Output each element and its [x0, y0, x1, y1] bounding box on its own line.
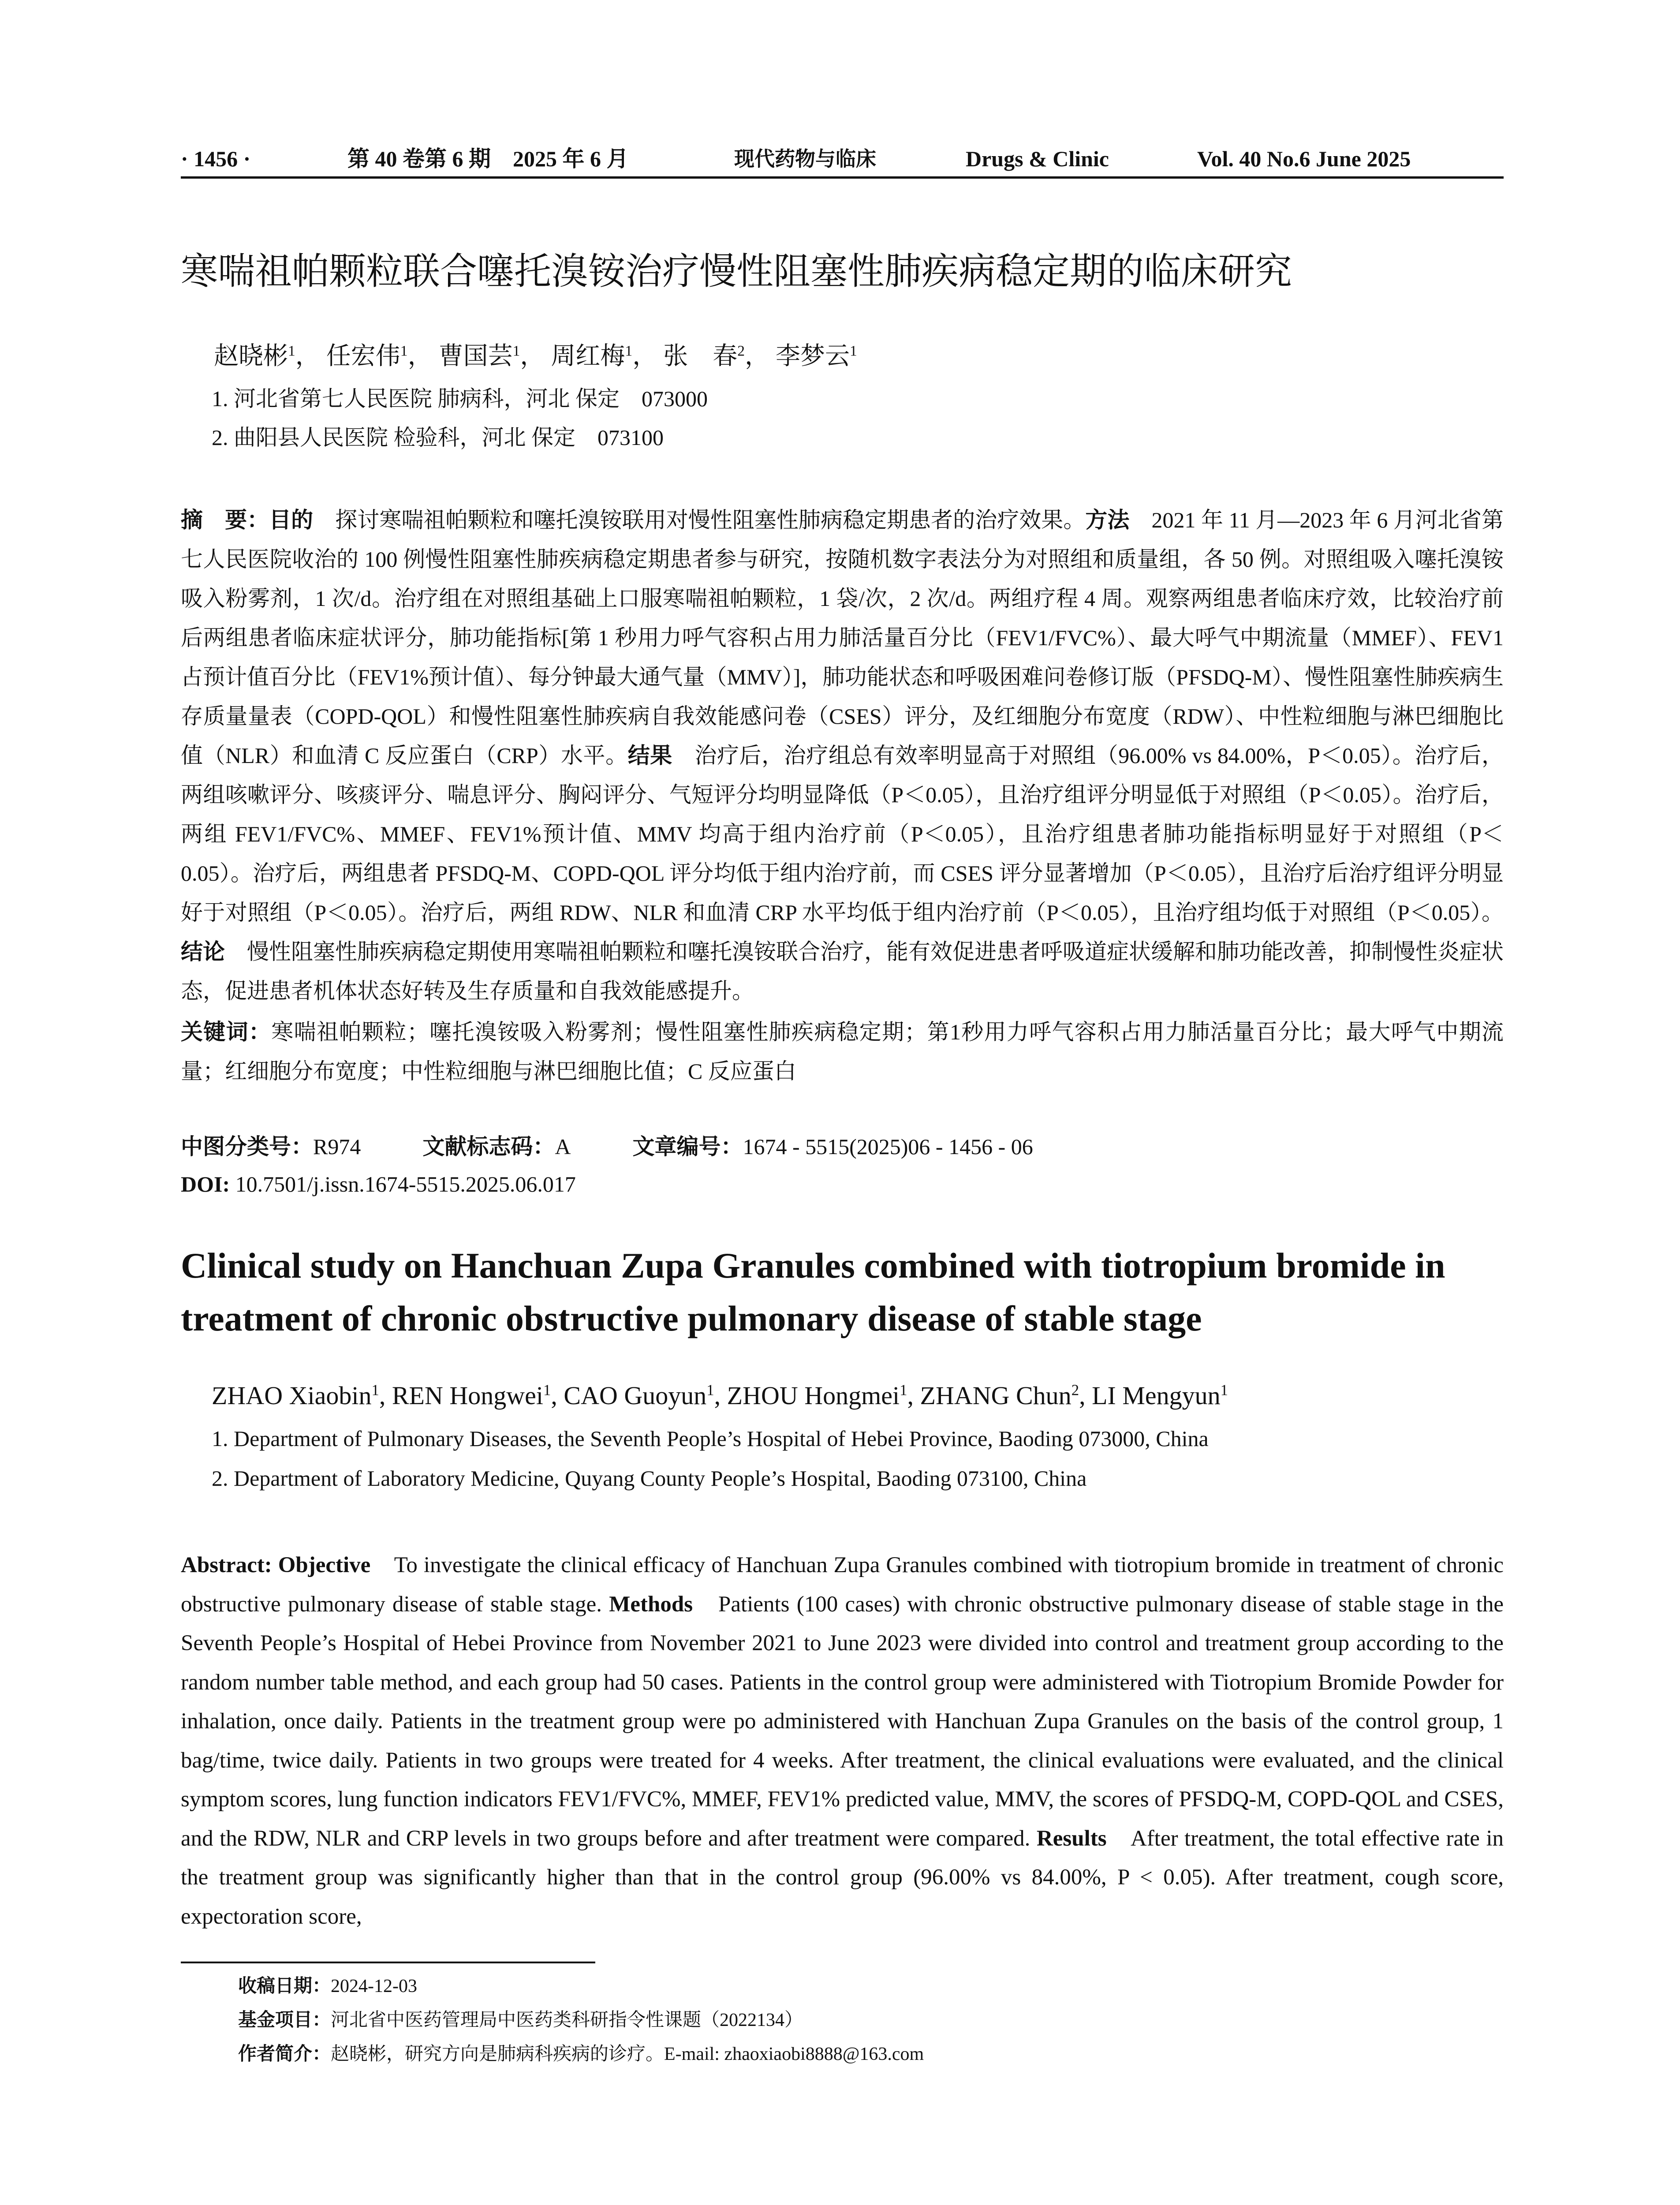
- objective-label: 目的: [269, 507, 314, 533]
- author-name: , LI Mengyun: [1079, 1381, 1221, 1410]
- keywords-label: 关键词：: [181, 1019, 272, 1045]
- author-affil-mark: 1: [400, 343, 408, 359]
- title-cn: 寒喘祖帕颗粒联合噻托溴铵治疗慢性阻塞性肺疾病稳定期的临床研究: [181, 250, 1292, 293]
- author-affil-mark: 1: [512, 343, 520, 359]
- objective-en-text: To investigate the clinical efficacy of Hanchuan Zupa Granules combined with tiotropium bromide in treatment of chronic obstructive pulmonary disease of stable stage.: [181, 1553, 1504, 1617]
- authors-en: [212, 1376, 1228, 1416]
- methods-en-text: Patients (100 cases) with chronic obstructive pulmonary disease of stable stage in the Seventh People’s Hospital of Hebei Province from November 2021 to June 2023 were divided into control and treatment group according to the random number table method, and each group had 50 cases. Patients in the control group were administered with Tiotropium Bromide Powder for inhalation, once daily. Patients in the treatment group were po administered with Hanchuan Zupa Granules on the basis of the control group, 1 bag/time, twice daily. Patients in two groups were treated for 4 weeks. After treatment, the clinical evaluations were evaluated, and the clinical symptom scores, lung function indicators FEV1/FVC%, MMEF, FEV1% predicted value, MMV, the scores of PFSDQ-M, COPD-QOL and CSES, and the RDW, NLR and CRP levels in two groups before and after treatment were compared.: [181, 1592, 1504, 1851]
- author-affil-mark: 1: [900, 1381, 907, 1399]
- methods-text: 2021 年 11 月—2023 年 6 月河北省第七人民医院收治的 100 例慢性阻塞性肺疾病稳定期患者参与研究，按随机数字表法分为对照组和质量组，各 50 例。对照组吸入噻托溴铵吸入粉雾剂，1 次/d。治疗组在对照组基础上口服寒喘祖帕颗粒，1 袋/次，2 次/d。两组疗程 4 周。观察两组患者临床疗效，比较治疗前后两组患者临床症状评分，肺功能指标[第 1 秒用力呼气容积占用力肺活量百分比（FEV1/FVC%）、最大呼气中期流量（MMEF）、FEV1 占预计值百分比（FEV1%预计值）、每分钟最大通气量（MMV）]，肺功能状态和呼吸困难问卷修订版（PFSDQ-M）、慢性阻塞性肺疾病生存质量量表（COPD-QOL）和慢性阻塞性肺疾病自我效能感问卷（CSES）评分，及红细胞分布宽度（RDW）、中性粒细胞与淋巴细胞比值（NLR）和血清 C 反应蛋白（CRP）水平。: [181, 508, 1504, 768]
- running-header: [181, 141, 1504, 176]
- fund-text: 河北省中医药管理局中医药类科研指令性课题（2022134）: [331, 2010, 803, 2030]
- methods-en-label: Methods: [609, 1592, 693, 1617]
- page-number: · 1456 ·: [181, 146, 251, 171]
- journal-name-en: Drugs & Clinic: [966, 146, 1109, 171]
- affiliation-cn-2: 2. 曲阳县人民医院 检验科，河北 保定 073100: [212, 425, 664, 450]
- author-affil-mark: 1: [371, 1381, 379, 1399]
- keywords-text: 寒喘祖帕颗粒；噻托溴铵吸入粉雾剂；慢性阻塞性肺疾病稳定期；第1秒用力呼气容积占用力肺活量百分比；最大呼气中期流量；红细胞分布宽度；中性粒细胞与淋巴细胞比值；C 反应蛋白: [181, 1020, 1504, 1084]
- classification-line: [181, 1129, 1033, 1164]
- footnote-author: [238, 2038, 924, 2070]
- abstract-label: 摘 要：: [181, 507, 269, 533]
- results-en-label: Results: [1036, 1826, 1107, 1851]
- abstract-cn: [181, 501, 1504, 1091]
- issue-en: Vol. 40 No.6 June 2025: [1197, 146, 1411, 171]
- doc-code-label: 文献标志码：: [422, 1134, 555, 1159]
- author-name: 赵晓彬: [214, 343, 288, 370]
- author-name: , REN Hongwei: [379, 1381, 543, 1410]
- abstract-en-label: Abstract: Objective: [181, 1553, 371, 1577]
- clc-value: R974: [313, 1134, 361, 1159]
- article-no-value: 1674 - 5515(2025)06 - 1456 - 06: [743, 1134, 1033, 1159]
- author-name: 曹国芸: [438, 343, 513, 370]
- conclusion-text: 慢性阻塞性肺疾病稳定期使用寒喘祖帕颗粒和噻托溴铵联合治疗，能有效促进患者呼吸道症状缓解和肺功能改善，抑制慢性炎症状态，促进患者机体状态好转及生存质量和自我效能感提升。: [181, 939, 1504, 1003]
- conclusion-label: 结论: [181, 939, 225, 964]
- article-no-label: 文章编号：: [632, 1134, 743, 1159]
- footnote-fund: [238, 2004, 803, 2036]
- author-affil-mark: 1: [543, 1381, 551, 1399]
- clc-label: 中图分类号：: [181, 1134, 313, 1159]
- author-name: 李梦云: [775, 343, 850, 370]
- doi-label: DOI:: [181, 1172, 230, 1196]
- title-en: Clinical study on Hanchuan Zupa Granules combined with tiotropium bromide in treatment of chronic obstructive pulmonary disease of stable stage: [181, 1245, 1445, 1338]
- author-affil-mark: 2: [1071, 1381, 1079, 1399]
- author-affil-mark: 2: [737, 343, 745, 359]
- header-rule: [181, 176, 1504, 179]
- abstract-en: [181, 1546, 1504, 1936]
- doc-code-value: A: [555, 1134, 571, 1159]
- fund-label: 基金项目：: [238, 2009, 331, 2030]
- author-name: 周红梅: [551, 343, 625, 370]
- doi-line: [181, 1166, 576, 1202]
- results-text: 治疗后，治疗组总有效率明显高于对照组（96.00% vs 84.00%，P＜0.05）。治疗后，两组咳嗽评分、咳痰评分、喘息评分、胸闷评分、气短评分均明显降低（P＜0.05），且治疗组评分明显低于对照组（P＜0.05）。治疗后，两组 FEV1/FVC%、MMEF、FEV1%预计值、MMV 均高于组内治疗前（P＜0.05），且治疗组患者肺功能指标明显好于对照组（P＜0.05）。治疗后，两组患者 PFSDQ-M、COPD-QOL 评分均低于组内治疗前，而 CSES 评分显著增加（P＜0.05），且治疗后治疗组评分明显好于对照组（P＜0.05）。治疗后，两组 RDW、NLR 和血清 CRP 水平均低于组内治疗前（P＜0.05），且治疗组均低于对照组（P＜0.05）。: [181, 743, 1504, 925]
- footnote-rule: [181, 1962, 595, 1963]
- author-affil-mark: 1: [1220, 1381, 1228, 1399]
- issue-cn: 第 40 卷第 6 期 2025 年 6 月: [347, 146, 629, 171]
- authors-cn: 赵晓彬$^1$， 任宏伟$^1$， 曹国芸$^1$， 周红梅$^1$， 张 春$^2$， 李梦云$^1$: [214, 343, 857, 370]
- affiliation-en-2: 2. Department of Laboratory Medicine, Quyang County People’s Hospital, Baoding 073100, China: [212, 1466, 1087, 1491]
- results-label: 结果: [627, 743, 672, 768]
- author-bio-label: 作者简介：: [238, 2043, 331, 2064]
- methods-label: 方法: [1085, 507, 1130, 533]
- author-name: , CAO Guoyun: [551, 1381, 707, 1410]
- author-name: ZHAO Xiaobin: [212, 1381, 372, 1410]
- results-en-text: After treatment, the total effective rate in the treatment group was significantly higher than that in the control group (96.00% vs 84.00%, P < 0.05). After treatment, cough score, expectoration score,: [181, 1826, 1504, 1929]
- journal-name-cn: 现代药物与临床: [734, 147, 876, 171]
- footnote-received: [238, 1970, 417, 2002]
- author-affil-mark: 1: [849, 343, 857, 359]
- received-date: 2024-12-03: [331, 1976, 417, 1996]
- affiliation-cn-1: 1. 河北省第七人民医院 肺病科，河北 保定 073000: [212, 386, 708, 411]
- author-bio-text: 赵晓彬，研究方向是肺病科疾病的诊疗。E-mail: zhaoxiaobi8888@163.com: [331, 2044, 924, 2064]
- author-name: 张 春: [663, 343, 738, 370]
- received-label: 收稿日期：: [238, 1975, 331, 1996]
- author-name: , ZHANG Chun: [907, 1381, 1071, 1410]
- author-affil-mark: 1: [706, 1381, 714, 1399]
- author-affil-mark: 1: [625, 343, 633, 359]
- author-name: , ZHOU Hongmei: [714, 1381, 900, 1410]
- author-name: 任宏伟: [326, 343, 400, 370]
- author-affil-mark: 1: [288, 343, 295, 359]
- objective-text: 探讨寒喘祖帕颗粒和噻托溴铵联用对慢性阻塞性肺病稳定期患者的治疗效果。: [313, 508, 1086, 532]
- affiliation-en-1: 1. Department of Pulmonary Diseases, the Seventh People’s Hospital of Hebei Province, Baoding 073000, China: [212, 1426, 1209, 1451]
- doi-link[interactable]: 10.7501/j.issn.1674-5515.2025.06.017: [230, 1172, 576, 1196]
